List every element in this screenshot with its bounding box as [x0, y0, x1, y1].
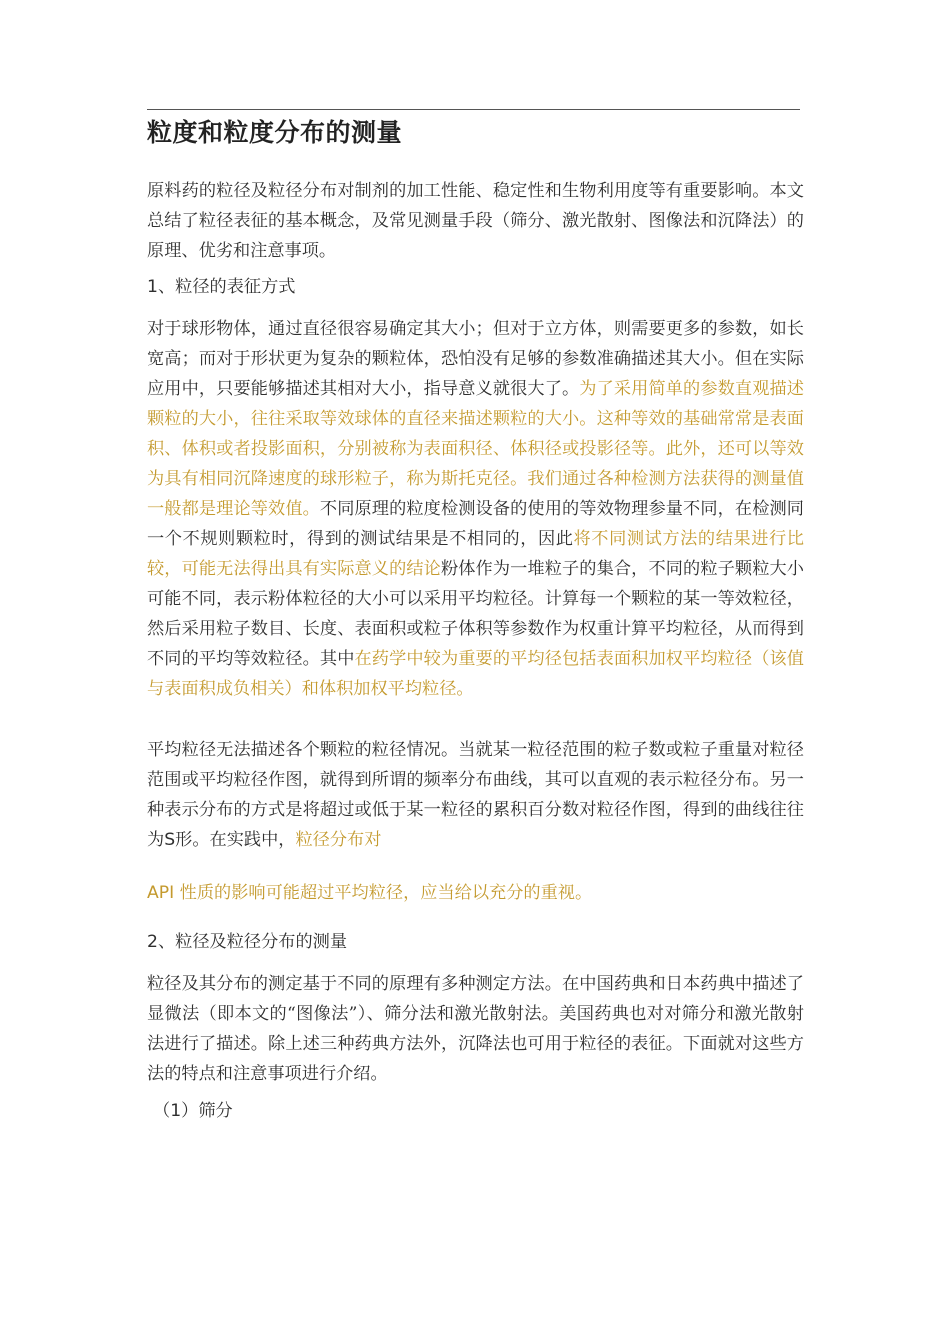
- p2-text-b: 形。在实践中，: [175, 830, 296, 850]
- p1-highlight-b: 为了采用简单的参数直观描述颗粒的大小，往往采取等效球体的直径来描述颗粒的大小。这种等效的基础常常是表面积、体积或者投影面积，分别被称为表面积径、体积径或投影径等。此外，还可以等效为具有相同沉降速度的球形粒子，称为斯托克径。我们通过各种检测方法获得的测量值一般都是理论等效值。: [147, 379, 804, 519]
- subsection-1-number: 1: [170, 1101, 182, 1121]
- section-1-paragraph-3: [147, 878, 804, 908]
- header-rule: [147, 109, 800, 110]
- p1-text-c: 不同原理的粒度检测设备的使用的等效物理参量不同，在检测同一个不规则颗粒时，得到的测试结果是不相同的，因此: [147, 499, 804, 549]
- section-1-paragraph-1: [147, 314, 804, 704]
- p1-text-e: 粉体作为一堆粒子的集合，不同的粒子颗粒大小可能不同，表示粉体粒径的大小可以采用平均粒径。计算每一个颗粒的某一等效粒径，然后采用粒子数目、长度、表面积或粒子体积等参数作为权重计算平均粒径，从而得到不同的平均等效粒径。其中: [147, 559, 804, 669]
- section-1-paragraph-2: [147, 735, 804, 855]
- section-1-title: 、粒径的表征方式: [157, 277, 296, 297]
- section-1-heading: [147, 272, 295, 302]
- page-title: 粒度和粒度分布的测量: [147, 118, 403, 147]
- section-2-heading: [147, 927, 347, 957]
- p3-api-term: API: [147, 883, 175, 903]
- section-2-paragraph-1: 粒径及其分布的测定基于不同的原理有多种测定方法。在中国药典和日本药典中描述了显微法（即本文的“图像法”）、筛分法和激光散射法。美国药典也对对筛分和激光散射法进行了描述。除上述三种药典方法外，沉降法也可用于粒径的表征。下面就对这些方法的特点和注意事项进行介绍。: [147, 974, 804, 1084]
- p2-text-a: 平均粒径无法描述各个颗粒的粒径情况。当就某一粒径范围的粒子数或粒子重量对粒径范围或平均粒径作图，就得到所谓的频率分布曲线，其可以直观的表示粒径分布。另一种表示分布的方式是将超过或低于某一粒径的累积百分数对粒径作图，得到的曲线往往为: [147, 740, 804, 850]
- section-2-title: 、粒径及粒径分布的测量: [157, 932, 348, 952]
- p1-highlight-f: 在药学中较为重要的平均径包括表面积加权平均粒径（该值与表面积成负相关）和体积加权平均粒径。: [147, 649, 804, 699]
- p3-highlight-rest: 性质的影响可能超过平均粒径，应当给以充分的重视。: [179, 883, 593, 903]
- section-1-number: 1: [147, 277, 158, 297]
- subsection-1-label: ）筛分: [181, 1101, 233, 1121]
- intro-paragraph: 原料药的粒径及粒径分布对制剂的加工性能、稳定性和生物利用度等有重要影响。本文总结了粒径表征的基本概念，及常见测量手段（筛分、激光散射、图像法和沉降法）的原理、优劣和注意事项。: [147, 181, 804, 261]
- p1-text-a: 对于球形物体，通过直径很容易确定其大小；但对于立方体，则需要更多的参数，如长宽高；而对于形状更为复杂的颗粒体，恐怕没有足够的参数准确描述其大小。但在实际应用中，只要能够描述其相对大小，指导意义就很大了。: [147, 319, 804, 399]
- subsection-1-open: （: [153, 1101, 171, 1121]
- section-2-number: 2: [147, 932, 158, 952]
- p1-highlight-d: 将不同测试方法的结果进行比较，可能无法得出具有实际意义的结论: [147, 529, 804, 579]
- p2-s-letter: S: [164, 830, 176, 850]
- subsection-1-heading: [153, 1096, 233, 1126]
- p2-highlight-c: 粒径分布对: [295, 830, 382, 850]
